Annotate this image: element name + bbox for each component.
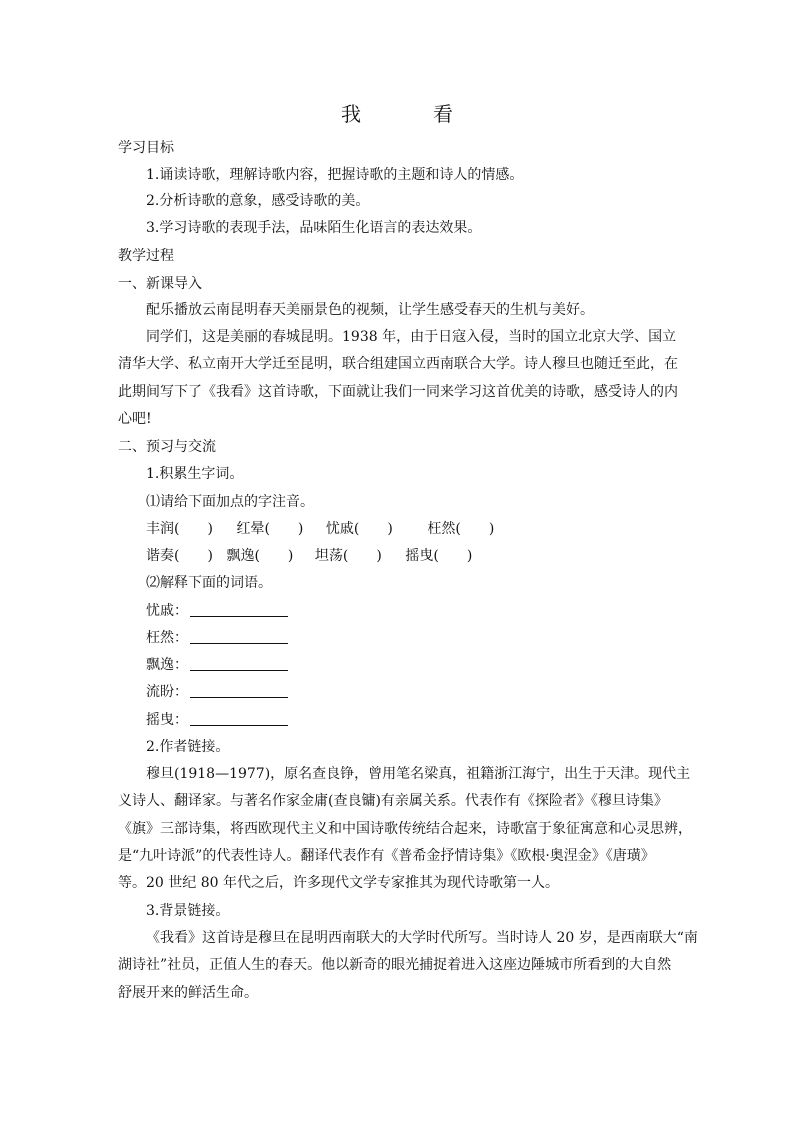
define-word: 摇曳： (146, 712, 188, 728)
pinyin-item: 丰润( ) (146, 521, 213, 537)
answer-blank (190, 683, 288, 698)
define-word: 忧戚： (146, 603, 188, 619)
define-item (146, 601, 288, 621)
pinyin-item: 坦荡( ) (314, 548, 382, 564)
background-line-1: 《我看》这首诗是穆旦在昆明西南联大的大学时代所写。当时诗人 20 岁，是西南联大“南 (146, 930, 698, 946)
section1-paragraph-2-line-3: 此期间写下了《我看》这首诗歌，下面就让我们一同来学习这首优美的诗歌，感受诗人的内 (118, 384, 678, 400)
question-define: ⑵解释下面的词语。 (146, 575, 272, 591)
section1-paragraph-2-line-4: 心吧! (118, 411, 152, 427)
author-line-3: 《旗》三部诗集，将西欧现代主义和中国诗歌传统结合起来，诗歌富于象征寓意和心灵思辨， (118, 821, 692, 837)
pinyin-item: 谐奏( ) (146, 548, 213, 564)
goal-item-3: 3.学习诗歌的表现手法，品味陌生化语言的表达效果。 (146, 220, 482, 236)
section1-heading: 一、新课导入 (118, 276, 202, 292)
define-word: 飘逸： (146, 657, 188, 673)
section1-paragraph-2-line-2: 清华大学、私立南开大学迁至昆明，联合组建国立西南联合大学。诗人穆旦也随迁至此，在 (118, 356, 678, 372)
answer-blank (190, 711, 288, 726)
pinyin-item: 红晕( ) (236, 521, 304, 537)
pinyin-item: 忧戚( ) (325, 521, 393, 537)
goal-item-2: 2.分析诗歌的意象，感受诗歌的美。 (146, 193, 370, 209)
subsection-author: 2.作者链接。 (146, 739, 230, 755)
background-line-2: 湖诗社”社员，正值人生的春天。他以新奇的眼光捕捉着进入这座边陲城市所看到的大自然 (118, 957, 672, 973)
goals-heading: 学习目标 (118, 140, 174, 156)
answer-blank (190, 629, 288, 644)
subsection-background: 3.背景链接。 (146, 903, 230, 919)
author-line-5: 等。20 世纪 80 年代之后，许多现代文学专家推其为现代诗歌第一人。 (118, 875, 559, 891)
pinyin-row-1 (146, 519, 494, 539)
author-line-2: 义诗人、翻译家。与著名作家金庸(查良镛)有亲属关系。代表作有《探险者》《穆旦诗集》 (118, 793, 668, 809)
pinyin-item: 飘逸( ) (226, 548, 294, 564)
define-item (146, 682, 288, 702)
pinyin-row-2 (146, 546, 472, 566)
define-item (146, 628, 288, 648)
answer-blank (190, 656, 288, 671)
background-line-3: 舒展开来的鲜活生命。 (118, 985, 258, 1001)
define-word: 流盼： (146, 684, 188, 700)
author-line-4: 是“九叶诗派”的代表性诗人。翻译代表作有《普希金抒情诗集》《欧根·奥涅金》《唐璜》 (118, 848, 655, 864)
define-item (146, 655, 288, 675)
define-word: 枉然： (146, 630, 188, 646)
pinyin-item: 枉然( ) (427, 521, 495, 537)
section1-paragraph-1: 配乐播放云南昆明春天美丽景色的视频，让学生感受春天的生机与美好。 (146, 302, 594, 318)
answer-blank (190, 602, 288, 617)
pinyin-item: 摇曳( ) (405, 548, 473, 564)
subsection-vocabulary: 1.积累生字词。 (146, 466, 244, 482)
process-heading: 教学过程 (118, 248, 174, 264)
page-title: 我 看 (341, 102, 479, 126)
goal-item-1: 1.诵读诗歌，理解诗歌内容，把握诗歌的主题和诗人的情感。 (146, 167, 524, 183)
section1-paragraph-2-line-1: 同学们，这是美丽的春城昆明。1938 年，由于日寇入侵，当时的国立北京大学、国立 (146, 329, 677, 345)
question-pinyin: ⑴请给下面加点的字注音。 (146, 494, 314, 510)
author-line-1: 穆旦(1918—1977)，原名查良铮，曾用笔名梁真，祖籍浙江海宁，出生于天津。现代主 (146, 766, 691, 782)
section2-heading: 二、预习与交流 (118, 439, 216, 455)
define-item (146, 710, 288, 730)
